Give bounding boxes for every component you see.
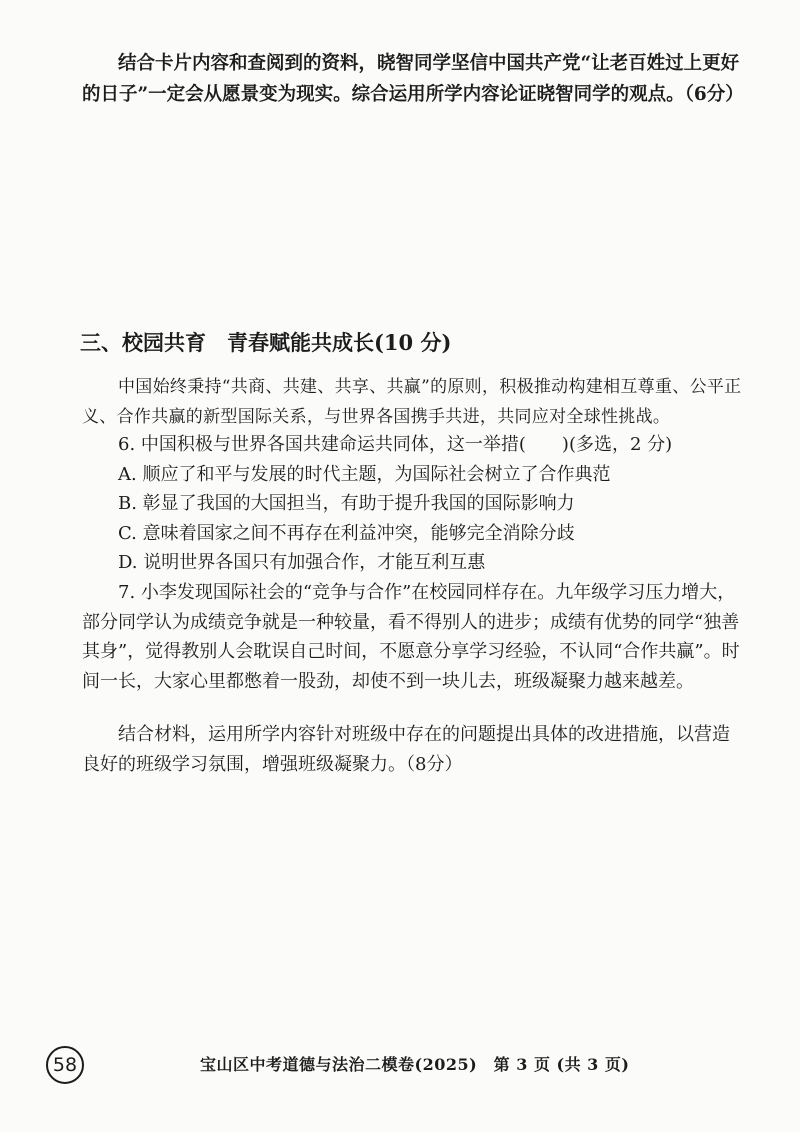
question-7-material: 7. 小李发现国际社会的“竞争与合作”在校园同样存在。九年级学习压力增大，部分同学认为成绩竞争就是一种较量，看不得别人的进步；成绩有优势的同学“独善其身”，觉得教别人会耽误自己时间，不愿意分享学习经验，不认同“合作共赢”。时间一长，大家心里都憋着一股劲，却使不到一块儿去，班级凝聚力越来越差。 — [82, 582, 740, 692]
section-three-intro: 中国始终秉持“共商、共建、共享、共赢”的原则，积极推动构建相互尊重、公平正义、合作共赢的新型国际关系，与世界各国携手共进，共同应对全球性挑战。 — [82, 377, 742, 427]
question-6-stem: 6. 中国积极与世界各国共建命运共同体，这一举措( )(多选，2 分) — [118, 434, 673, 455]
question-6-option-c: C. 意味着国家之间不再存在利益冲突，能够完全消除分歧 — [118, 522, 575, 544]
question-5-prompt: 结合卡片内容和查阅到的资料，晓智同学坚信中国共产党“让老百姓过上更好的日子”一定会从愿景变为现实。综合运用所学内容论证晓智同学的观点。（6分） — [82, 53, 744, 105]
question-7-task: 结合材料，运用所学内容针对班级中存在的问题提出具体的改进措施，以营造良好的班级学习氛围，增强班级凝聚力。（8分） — [82, 724, 730, 775]
question-6-option-b: B. 彰显了我国的大国担当，有助于提升我国的国际影响力 — [118, 493, 575, 514]
page-footer: 宝山区中考道德与法治二模卷(2025) 第 3 页 (共 3 页) — [200, 1055, 630, 1074]
question-6 — [82, 430, 742, 578]
page-number-badge: 58 — [46, 1046, 84, 1084]
section-three-heading: 三、校园共育 青春赋能共成长(10 分) — [80, 330, 452, 355]
question-6-option-d: D. 说明世界各国只有加强合作，才能互利互惠 — [118, 552, 486, 573]
question-6-option-a: A. 顺应了和平与发展的时代主题，为国际社会树立了合作典范 — [118, 463, 611, 485]
